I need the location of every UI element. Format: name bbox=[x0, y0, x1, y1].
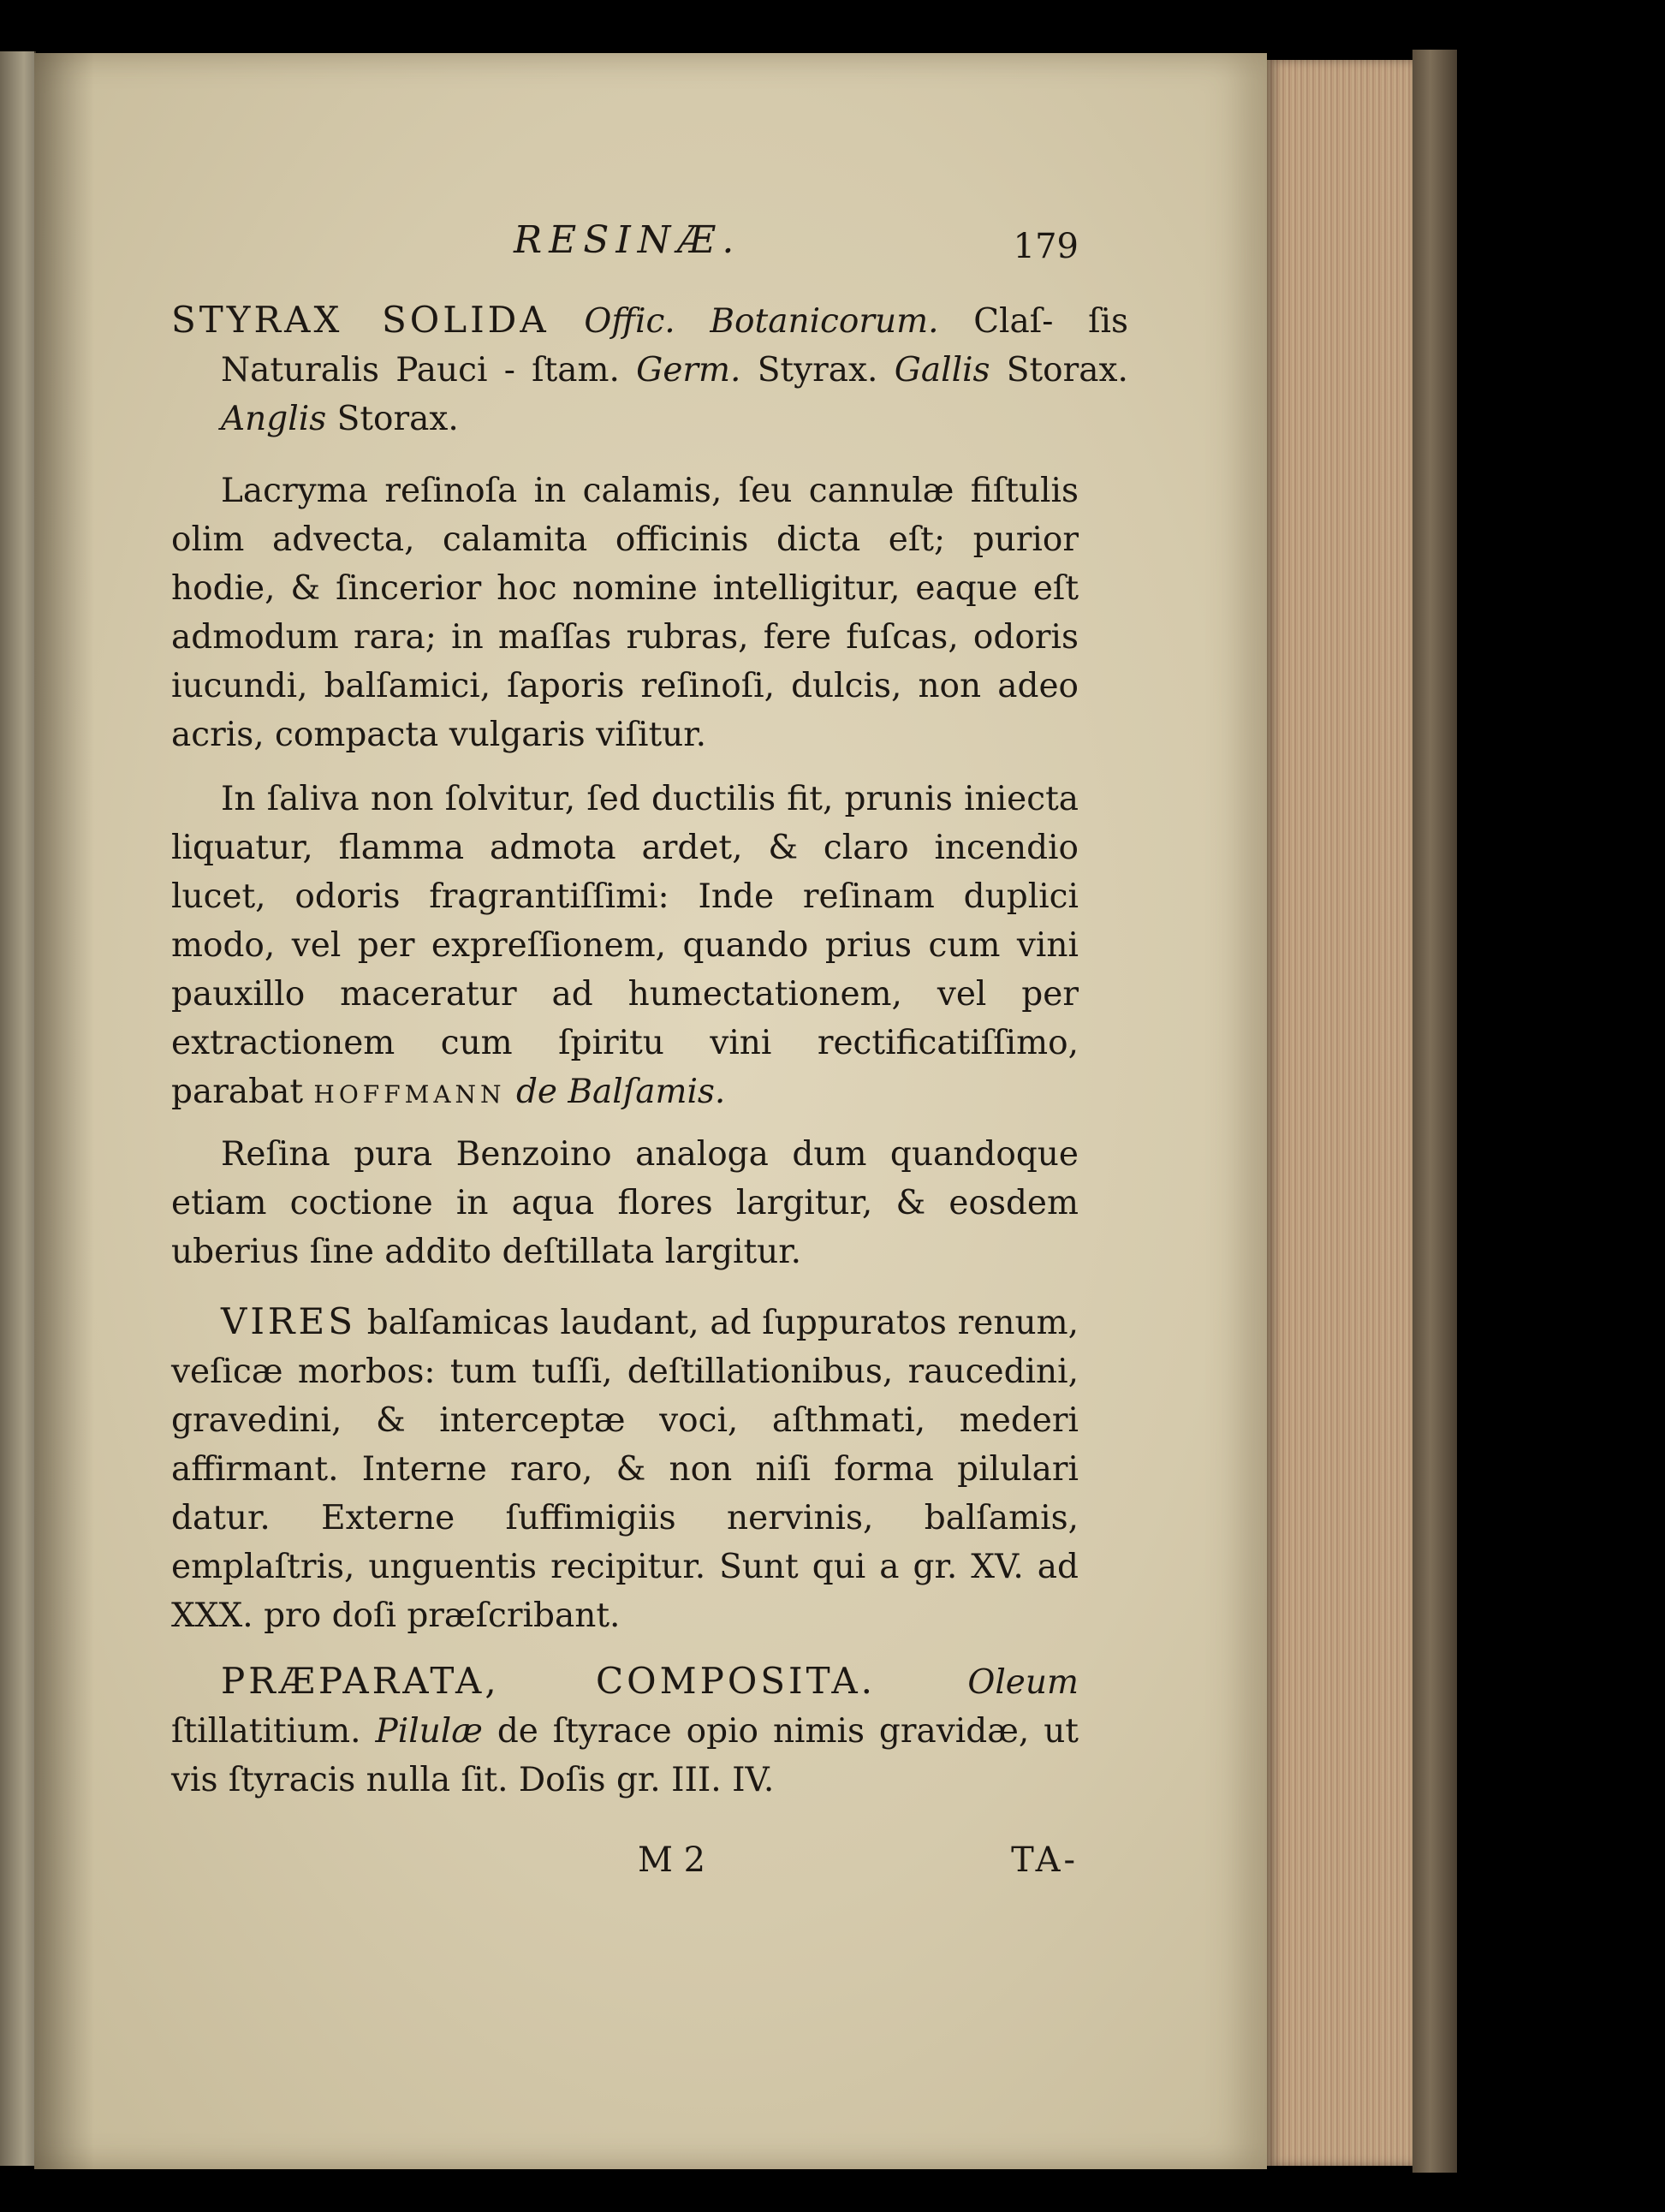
german-name: Styrax. bbox=[757, 351, 878, 389]
catchword: TA- bbox=[1011, 1840, 1079, 1880]
entry-name: STYRAX SOLIDA bbox=[171, 299, 550, 341]
vires-lead: VIRES bbox=[221, 1300, 356, 1342]
entry-class-a: Claſ- bbox=[973, 302, 1054, 341]
paragraph-preparation bbox=[171, 775, 1079, 1119]
paragraph-praeparata bbox=[171, 1656, 1079, 1805]
english-name: Storax. bbox=[336, 400, 459, 438]
running-head bbox=[171, 218, 1079, 270]
praeparata-text-a: ſtillatitium. bbox=[171, 1712, 361, 1751]
page-edges bbox=[1267, 60, 1412, 2166]
entry-heading bbox=[171, 295, 1128, 443]
page-footer bbox=[171, 1840, 1079, 1892]
vires-text: balſamicas laudant, ad ſuppuratos renum, veſicæ morbos: tum tuſſi, deſtillationibus, raucedini, gravedini, & interceptæ voci, aſthmati, mederi affirmant. Interne raro, & non niſi forma pilulari datur. Externe ſuffimigiis nervinis, balſamis, emplaſtris, unguentis recipitur. Sunt qui a gr. XV. ad XXX. pro doſi præſcribant. bbox=[171, 1304, 1079, 1635]
english-label: Anglis bbox=[221, 400, 327, 438]
book-cover-edge bbox=[1412, 50, 1457, 2173]
french-label: Gallis bbox=[894, 351, 990, 389]
running-head-title: RESINÆ. bbox=[514, 218, 741, 262]
paragraph-vires bbox=[171, 1297, 1079, 1640]
french-name: Storax. bbox=[1006, 351, 1128, 389]
author-name: HOFFMANN bbox=[313, 1080, 506, 1109]
page-number: 179 bbox=[1013, 227, 1079, 266]
paragraph-preparation-text: In ſaliva non ſolvitur, ſed ductilis fit, prunis iniecta liquatur, flamma admota ardet, & claro incendio lucet, odoris fragrantiſſimi: Inde reſinam duplici modo, vel per expreſſionem, quando prius cum vini pauxillo maceratur ad humectationem, vel per extractionem cum ſpiritu vini rectificatiſſimo, parabat bbox=[171, 780, 1079, 1111]
signature-mark: M 2 bbox=[638, 1840, 706, 1880]
entry-source: Offic. Botanicorum. bbox=[584, 302, 939, 341]
entry-class-b: ſis Naturalis Pauci - ſtam. bbox=[221, 302, 1128, 389]
paragraph-resin: Reſina pura Benzoino analoga dum quandoque etiam coctione in aqua flores largitur, & eosdem uberius ſine addito deſtillata largitur. bbox=[171, 1135, 1079, 1271]
german-label: Germ. bbox=[636, 351, 741, 389]
work-title: de Balſamis. bbox=[515, 1073, 726, 1111]
praeparata-text-b: de ſtyrace opio nimis gravidæ, ut vis ſtyracis nulla ſit. Doſis gr. III. IV. bbox=[171, 1712, 1079, 1799]
oleum-label: Oleum bbox=[967, 1663, 1079, 1702]
pilulae-label: Pilulæ bbox=[375, 1712, 483, 1751]
paragraph-description: Lacryma reſinoſa in calamis, ſeu cannulæ fiſtulis olim advecta, calamita officinis dicta eſt; purior hodie, & ſincerior hoc nomine intelligitur, eaque eſt admodum rara; in maſſas rubras, fere fuſcas, odoris iucundi, balſamici, ſaporis reſinoſi, dulcis, non adeo acris, compacta vulgaris viſitur. bbox=[171, 472, 1079, 754]
gutter-shadow bbox=[34, 53, 94, 2169]
praeparata-lead: PRÆPARATA, COMPOSITA. bbox=[221, 1660, 877, 1702]
facing-page-edge bbox=[0, 51, 36, 2166]
